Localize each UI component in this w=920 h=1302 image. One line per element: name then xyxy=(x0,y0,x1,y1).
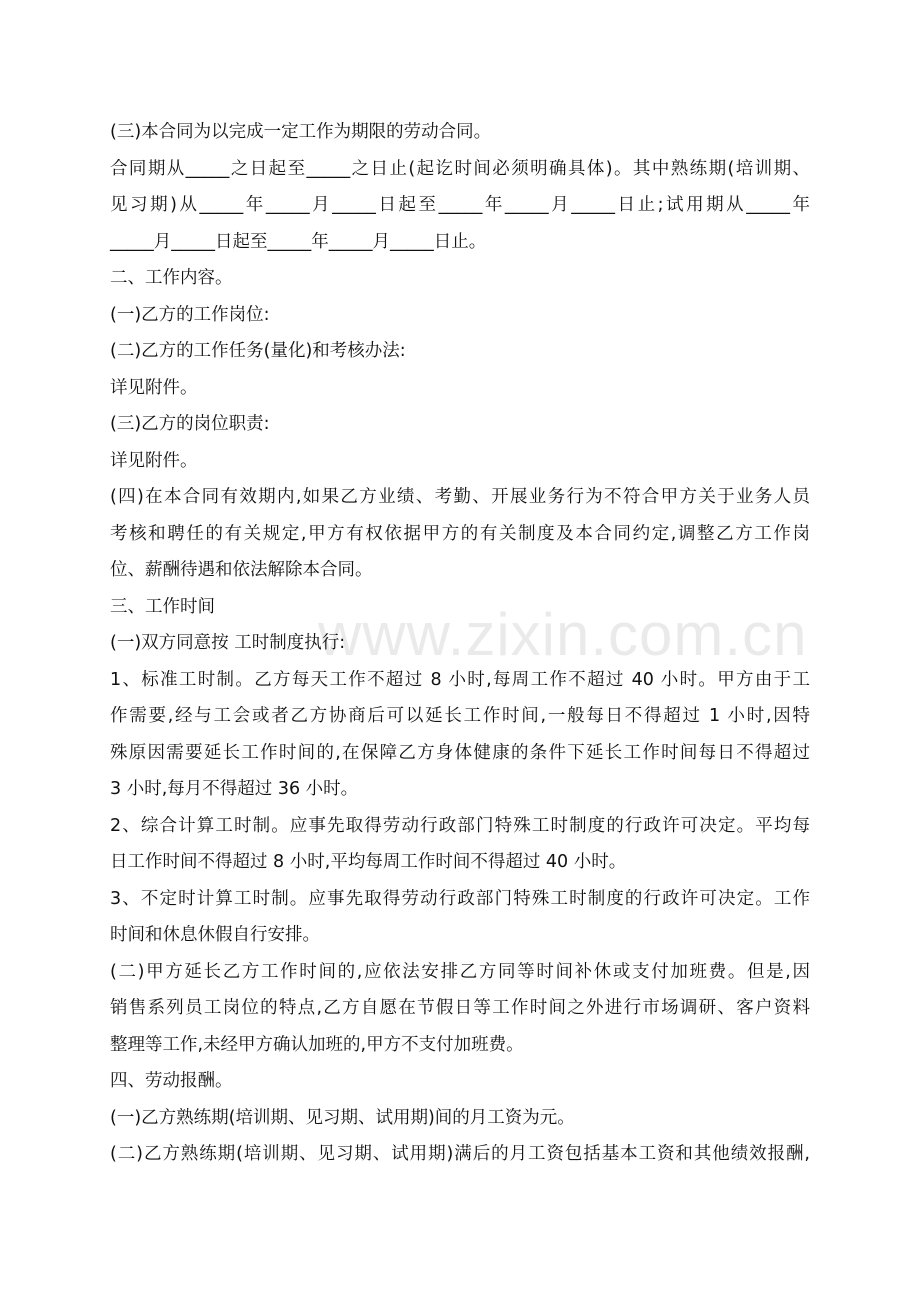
clause-3-3-contract-type: (三)本合同为以完成一定工作为期限的劳动合同。 xyxy=(110,122,492,142)
standard-hours-line-1: 1、标准工时制。乙方每天工作不超过 8 小时,每周工作不超过 40 小时。甲方由于工 xyxy=(110,669,810,690)
job-duties: (三)乙方的岗位职责: xyxy=(110,414,270,434)
overtime-line-1: (二)甲方延长乙方工作时间的,应依法安排乙方同等时间补休或支付加班费。但是,因 xyxy=(110,961,810,982)
overtime-line-2: 销售系列员工岗位的特点,乙方自愿在节假日等工作时间之外进行市场调研、客户资料 xyxy=(110,998,810,1018)
document-body xyxy=(110,114,810,1173)
overtime-line-3: 整理等工作,未经甲方确认加班的,甲方不支付加班费。 xyxy=(110,1034,524,1055)
work-position: (一)乙方的工作岗位: xyxy=(110,304,270,325)
watermark: www.zixin.com.cn xyxy=(318,601,808,668)
standard-hours-line-2: 作需要,经与工会或者乙方协商后可以延长工作时间,一般每日不得超过 1 小时,因特 xyxy=(110,706,810,726)
section-heading-remuneration: 四、劳动报酬。 xyxy=(110,1071,233,1091)
see-attachment-2: 详见附件。 xyxy=(110,450,198,471)
standard-hours-line-3: 殊原因需要延长工作时间的,在保障乙方身体健康的条件下延长工作时间每日不得超过 xyxy=(110,742,810,763)
contract-period-line-2: 见习期)从_____年_____月_____日起至_____年_____月_____日止;试用期从_____年 xyxy=(110,195,810,215)
flexible-hours-line-2: 时间和休息休假自行安排。 xyxy=(110,925,320,945)
flexible-hours-line-1: 3、不定时计算工时制。应事先取得劳动行政部门特殊工时制度的行政许可决定。工作 xyxy=(110,888,810,909)
contract-period-line-3: _____月_____日起至_____年_____月_____日止。 xyxy=(110,231,487,252)
section-heading-work-hours: 三、工作时间 xyxy=(110,596,215,617)
standard-hours-line-4: 3 小时,每月不得超过 36 小时。 xyxy=(110,779,359,799)
comprehensive-hours-line-2: 日工作时间不得超过 8 小时,平均每周工作时间不得超过 40 小时。 xyxy=(110,852,627,872)
work-hours-agreement: (一)双方同意按 工时制度执行: xyxy=(110,633,346,653)
work-tasks: (二)乙方的工作任务(量化)和考核办法: xyxy=(110,341,406,361)
see-attachment-1: 详见附件。 xyxy=(110,377,198,398)
post-probation-salary: (二)乙方熟练期(培训期、见习期、试用期)满后的月工资包括基本工资和其他绩效报酬, xyxy=(110,1144,810,1164)
probation-salary: (一)乙方熟练期(培训期、见习期、试用期)间的月工资为元。 xyxy=(110,1107,575,1128)
clause-4-line-2: 考核和聘任的有关规定,甲方有权依据甲方的有关制度及本合同约定,调整乙方工作岗 xyxy=(110,523,810,544)
comprehensive-hours-line-1: 2、综合计算工时制。应事先取得劳动行政部门特殊工时制度的行政许可决定。平均每 xyxy=(110,815,810,836)
section-heading-work-content: 二、工作内容。 xyxy=(110,268,233,288)
clause-4-line-1: (四)在本合同有效期内,如果乙方业绩、考勤、开展业务行为不符合甲方关于业务人员 xyxy=(110,487,810,507)
contract-period-line-1: 合同期从_____之日起至_____之日止(起讫时间必须明确具体)。其中熟练期(培训期、 xyxy=(110,158,810,179)
clause-4-line-3: 位、薪酬待遇和依法解除本合同。 xyxy=(110,560,373,580)
